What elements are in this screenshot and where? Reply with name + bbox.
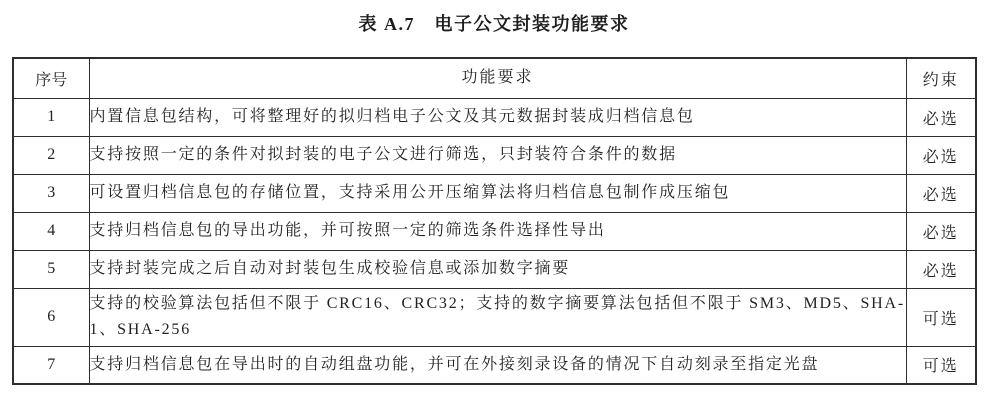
header-requirement: 功能要求 xyxy=(89,58,906,98)
table-row xyxy=(13,288,976,346)
row-requirement: 支持归档信息包的导出功能，并可按照一定的筛选条件选择性导出 xyxy=(89,212,906,250)
row-requirement: 内置信息包结构，可将整理好的拟归档电子公文及其元数据封装成归档信息包 xyxy=(89,98,906,136)
table-row xyxy=(13,136,976,174)
row-constraint: 必选 xyxy=(906,250,976,288)
row-requirement: 支持的校验算法包括但不限于 CRC16、CRC32；支持的数字摘要算法包括但不限于 SM3、MD5、SHA-1、SHA-256 xyxy=(89,288,906,346)
row-number: 5 xyxy=(13,250,89,288)
table-caption: 表 A.7 电子公文封装功能要求 xyxy=(358,14,630,34)
row-number: 4 xyxy=(13,212,89,250)
table-row xyxy=(13,174,976,212)
row-number: 6 xyxy=(13,288,89,346)
row-requirement: 可设置归档信息包的存储位置，支持采用公开压缩算法将归档信息包制作成压缩包 xyxy=(89,174,906,212)
table-row xyxy=(13,98,976,136)
row-number: 7 xyxy=(13,346,89,384)
row-number: 2 xyxy=(13,136,89,174)
header-constraint: 约束 xyxy=(906,58,976,98)
row-constraint: 必选 xyxy=(906,136,976,174)
row-constraint: 必选 xyxy=(906,212,976,250)
row-requirement: 支持封装完成之后自动对封装包生成校验信息或添加数字摘要 xyxy=(89,250,906,288)
header-row xyxy=(13,58,976,98)
row-requirement: 支持按照一定的条件对拟封装的电子公文进行筛选，只封装符合条件的数据 xyxy=(89,136,906,174)
row-number: 3 xyxy=(13,174,89,212)
table-row xyxy=(13,346,976,384)
row-constraint: 必选 xyxy=(906,98,976,136)
table-row xyxy=(13,250,976,288)
row-number: 1 xyxy=(13,98,89,136)
row-constraint: 必选 xyxy=(906,174,976,212)
row-constraint: 可选 xyxy=(906,346,976,384)
header-no: 序号 xyxy=(13,58,89,98)
table-row xyxy=(13,212,976,250)
requirements-table xyxy=(12,57,977,385)
row-requirement: 支持归档信息包在导出时的自动组盘功能，并可在外接刻录设备的情况下自动刻录至指定光盘 xyxy=(89,346,906,384)
row-constraint: 可选 xyxy=(906,288,976,346)
